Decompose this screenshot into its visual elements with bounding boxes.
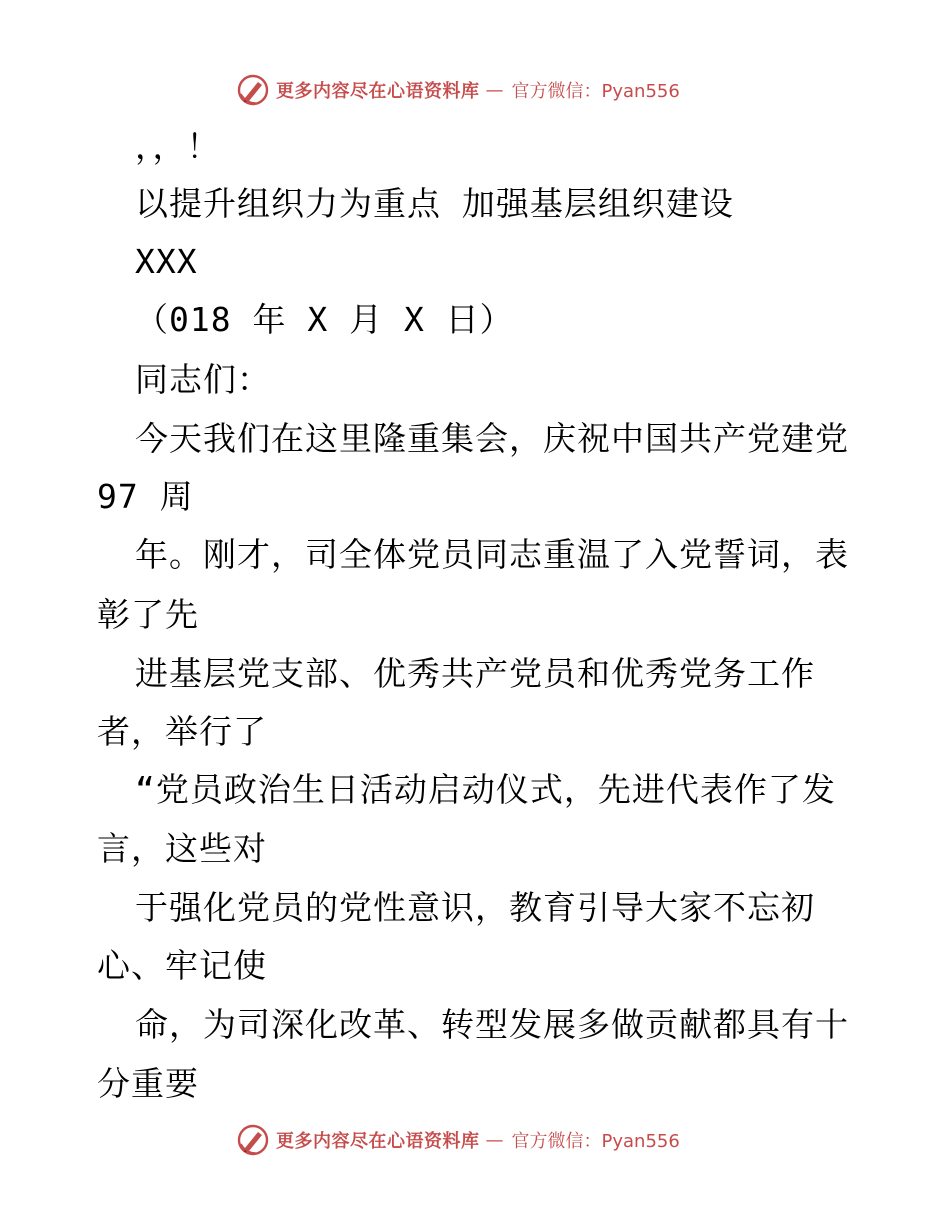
body-line: 者，举行了 [97, 712, 267, 751]
header-watermark [236, 70, 716, 110]
watermark-brand: 更多内容尽在心语资料库 [276, 81, 480, 102]
watermark-brand: 更多内容尽在心语资料库 [276, 1131, 480, 1152]
watermark-separator: — [485, 79, 504, 101]
body-line: 分重要 [97, 1064, 199, 1103]
document-title: 以提升组织力为重点 加强基层组织建设 [135, 184, 734, 223]
watermark-contact: 官方微信：Pyan556 [511, 1131, 680, 1152]
author-name: XXX [135, 242, 198, 281]
watermark-contact: 官方微信：Pyan556 [511, 81, 680, 102]
pen-logo-icon [236, 1123, 270, 1157]
body-line: 年。刚才，司全体党员同志重温了入党誓词，表 [135, 535, 849, 574]
body-line: 97 周 [97, 477, 194, 516]
document-date: （018 年 X 月 X 日） [135, 300, 514, 339]
body-line: 彰了先 [97, 595, 199, 634]
body-line: 心、牢记使 [97, 946, 267, 985]
watermark-separator: — [485, 1129, 504, 1151]
body-line: 今天我们在这里隆重集会，庆祝中国共产党建党 [135, 419, 849, 458]
salutation: 同志们： [135, 360, 271, 399]
footer-watermark [236, 1120, 716, 1160]
punctuation-line: ，，！ [135, 127, 221, 166]
body-line: 命，为司深化改革、转型发展多做贡献都具有十 [135, 1005, 849, 1044]
body-line: “党员政治生日活动启动仪式，先进代表作了发 [135, 770, 836, 809]
pen-logo-icon [236, 73, 270, 107]
body-line: 言，这些对 [97, 829, 267, 868]
body-line: 进基层党支部、优秀共产党员和优秀党务工作 [135, 654, 815, 693]
body-line: 于强化党员的党性意识，教育引导大家不忘初 [135, 888, 815, 927]
